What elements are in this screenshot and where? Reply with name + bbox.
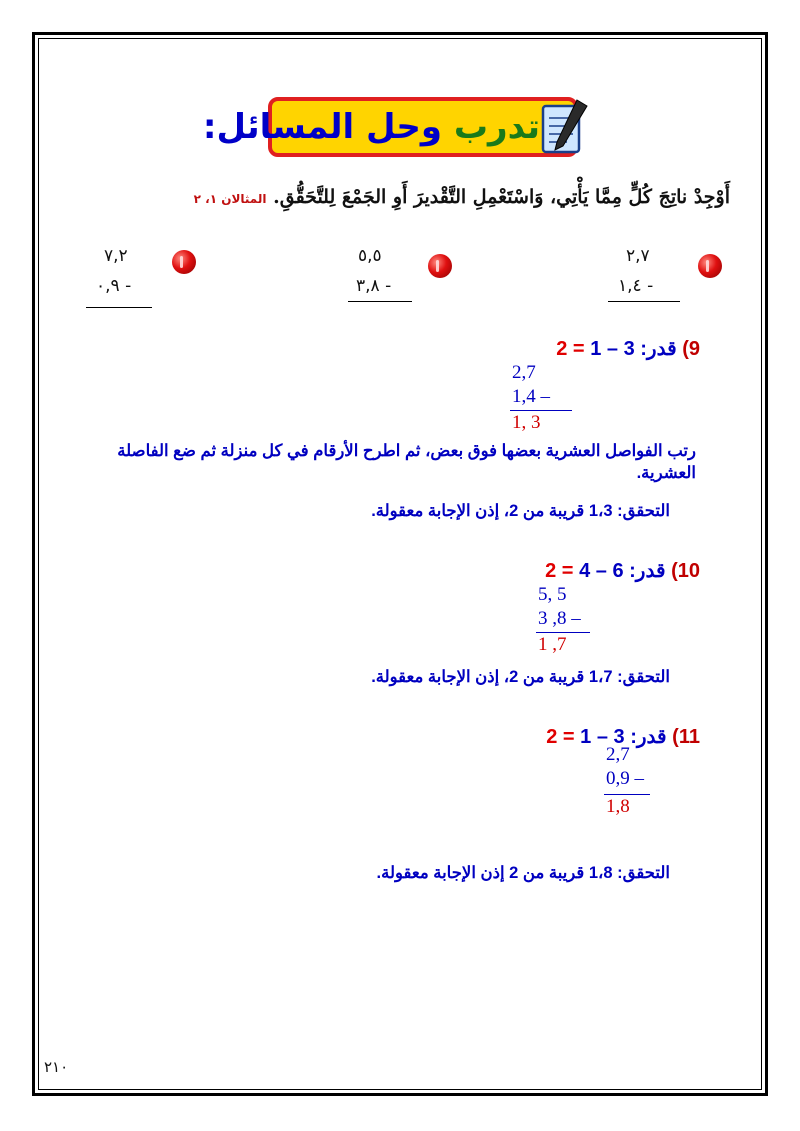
problem-marker-2	[428, 254, 452, 278]
solution-9-check: التحقق: 1،3 قريبة من 2، إذن الإجابة معقولة.	[371, 502, 670, 520]
solution-10-bottom: 3 ,8 –	[538, 608, 581, 629]
problem-3-bottom: ٠,٩ -	[96, 276, 132, 296]
solution-11-heading	[440, 724, 700, 749]
problem-2-bottom: ٣,٨ -	[356, 276, 392, 296]
solution-10-label: قدر:	[629, 560, 666, 582]
solution-9-expr: 3 – 1	[590, 338, 635, 360]
solution-10-heading	[440, 558, 700, 583]
solution-11-label: قدر:	[630, 726, 667, 748]
title-part-1: تدرب	[453, 107, 540, 147]
problem-2-top: ٥,٥	[358, 246, 382, 266]
problem-marker-3	[172, 250, 196, 274]
solution-10-result: = 2	[545, 560, 574, 582]
solution-10-rule	[536, 632, 590, 633]
page-number: ٢١٠	[44, 1058, 69, 1076]
solution-9-explanation: رتب الفواصل العشرية بعضها فوق بعض، ثم اطرح الأرقام في كل منزلة ثم ضع الفاصلة العشرية.	[117, 442, 696, 482]
solution-11-rule	[604, 794, 650, 795]
solution-9-label: قدر:	[640, 338, 677, 360]
problem-3-top: ٧,٢	[104, 246, 128, 266]
solution-9-result: = 2	[556, 338, 585, 360]
solution-10-expr: 6 – 4	[579, 560, 624, 582]
section-title	[202, 100, 540, 154]
solution-11-result: = 2	[546, 726, 575, 748]
problem-1-bottom: ١,٤ -	[618, 276, 654, 296]
solution-10-top: 5, 5	[538, 584, 567, 605]
exercise-instruction	[190, 186, 730, 208]
solution-11-check: التحقق: 1،8 قريبة من 2 إذن الإجابة معقولة.	[376, 864, 670, 882]
instruction-text: أَوْجِدْ ناتِجَ كُلٍّ مِمَّا يَأْتِي، وَاسْتَعْمِلِ التَّقْديرَ أَوِ الجَمْعَ لِلتَّحَقُّقِ.	[273, 186, 730, 208]
solution-9-top: 2,7	[512, 362, 536, 383]
solution-11-answer: 1,8	[606, 796, 630, 817]
problem-1-top: ٢,٧	[626, 246, 650, 266]
solution-10-check: التحقق: 1،7 قريبة من 2، إذن الإجابة معقولة.	[371, 668, 670, 686]
problem-marker-1	[698, 254, 722, 278]
example-reference: المثالان ١، ٢	[193, 192, 267, 206]
title-part-2: وحل المسائل:	[202, 107, 442, 147]
solution-11-expr: 3 – 1	[580, 726, 625, 748]
solution-9-bottom: 1,4 –	[512, 386, 550, 407]
solution-11-bottom: 0,9 –	[606, 768, 644, 789]
solution-11-top: 2,7	[606, 744, 630, 765]
solution-10-answer: 1 ,7	[538, 634, 567, 655]
problem-1-rule	[608, 301, 680, 302]
notepad-pencil-icon	[537, 96, 591, 158]
solution-9-answer: 1, 3	[512, 412, 541, 433]
solution-10-number: 10)	[671, 560, 700, 582]
solution-11-number: 11)	[672, 726, 700, 748]
problem-3-rule	[86, 307, 152, 308]
solution-9-number: 9)	[682, 338, 700, 360]
solution-9-rule	[510, 410, 572, 411]
solution-9-heading	[440, 336, 700, 361]
problem-2-rule	[348, 301, 412, 302]
